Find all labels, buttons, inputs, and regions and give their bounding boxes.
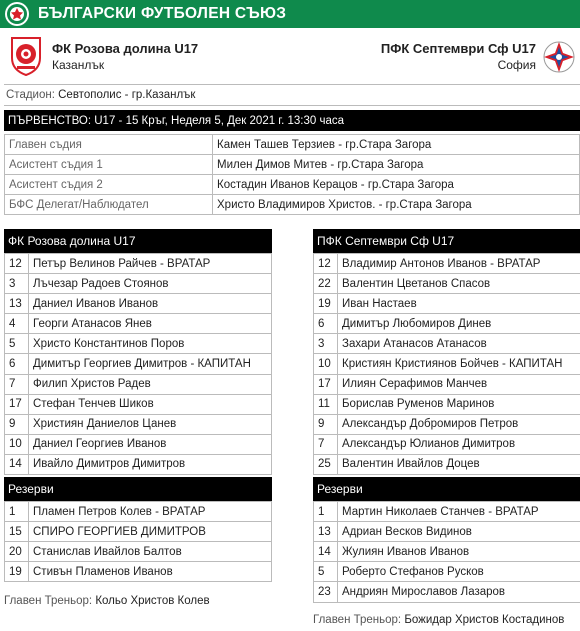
official-name: Милен Димов Митев - гр.Стара Загора (213, 155, 580, 175)
player-row (314, 582, 580, 602)
player-number: 15 (5, 522, 29, 542)
player-number: 10 (5, 434, 29, 454)
home-lineup-header (4, 229, 272, 253)
player-number: 5 (5, 334, 29, 354)
player-number: 9 (5, 414, 29, 434)
player-row (314, 334, 580, 354)
player-row (5, 294, 272, 314)
player-name[interactable]: Димитър Георгиев Димитров - КАПИТАН (29, 354, 272, 374)
away-lineup-header (313, 229, 580, 253)
player-number: 1 (314, 502, 338, 522)
away-lineup (313, 229, 580, 603)
player-name[interactable]: Даниел Иванов Иванов (29, 294, 272, 314)
player-number: 9 (314, 414, 338, 434)
away-team-name[interactable]: ПФК Септември Сф U17 (380, 41, 536, 56)
venue-label: Стадион: (6, 89, 55, 101)
player-number: 17 (5, 394, 29, 414)
player-number: 12 (314, 254, 338, 274)
player-row (5, 394, 272, 414)
player-row (314, 394, 580, 414)
bfs-shield-icon (4, 1, 30, 27)
competition-bar (4, 110, 580, 131)
official-role: Асистент съдия 2 (5, 175, 213, 195)
player-name[interactable]: Ивайло Димитров Димитров (29, 454, 272, 474)
player-number: 6 (314, 314, 338, 334)
septemvri-star-crest-icon[interactable] (542, 40, 576, 74)
player-name[interactable]: Георги Атанасов Янев (29, 314, 272, 334)
player-number: 10 (314, 354, 338, 374)
player-name[interactable]: Стивън Пламенов Иванов (29, 562, 272, 582)
home-reserves-header (4, 477, 272, 501)
player-row (5, 542, 272, 562)
player-row (5, 502, 272, 522)
player-row (5, 374, 272, 394)
player-name[interactable]: Адриан Весков Видинов (338, 522, 580, 542)
player-number: 5 (314, 562, 338, 582)
home-starters-table (4, 253, 272, 475)
player-row (5, 334, 272, 354)
player-name[interactable]: Жулиян Иванов Иванов (338, 542, 580, 562)
player-name[interactable]: Стефан Тенчев Шиков (29, 394, 272, 414)
player-name[interactable]: Христо Константинов Поров (29, 334, 272, 354)
player-number: 14 (5, 454, 29, 474)
player-name[interactable]: СПИРО ГЕОРГИЕВ ДИМИТРОВ (29, 522, 272, 542)
home-coach-name: Кольо Христов Колев (95, 595, 210, 607)
away-reserves-header (313, 477, 580, 501)
player-number: 20 (5, 542, 29, 562)
player-name[interactable]: Захари Атанасов Атанасов (338, 334, 580, 354)
player-name[interactable]: Кристиян Кристиянов Бойчев - КАПИТАН (338, 354, 580, 374)
player-row (5, 254, 272, 274)
official-name: Костадин Иванов Керацов - гр.Стара Загора (213, 175, 580, 195)
away-starters-table (313, 253, 580, 475)
player-number: 14 (314, 542, 338, 562)
player-row (314, 374, 580, 394)
home-coach-label: Главен Треньор: (4, 595, 93, 607)
table-row (5, 195, 580, 215)
banner-title: БЪЛГАРСКИ ФУТБОЛЕН СЪЮЗ (38, 5, 287, 22)
away-reserves-table (313, 501, 580, 602)
player-name[interactable]: Александър Юлианов Димитров (338, 434, 580, 454)
player-number: 1 (5, 502, 29, 522)
divider (4, 84, 580, 85)
official-role: БФС Делегат/Наблюдател (5, 195, 213, 215)
official-role: Главен съдия (5, 135, 213, 155)
player-name[interactable]: Пламен Петров Колев - ВРАТАР (29, 502, 272, 522)
player-row (314, 314, 580, 334)
federation-banner (0, 0, 580, 28)
player-row (314, 562, 580, 582)
player-name[interactable]: Борислав Руменов Маринов (338, 394, 580, 414)
player-number: 19 (314, 294, 338, 314)
away-team-city: София (497, 58, 536, 72)
divider (4, 105, 580, 106)
player-row (314, 542, 580, 562)
player-number: 3 (5, 274, 29, 294)
player-row (314, 354, 580, 374)
player-number: 4 (5, 314, 29, 334)
player-name[interactable]: Християн Даниелов Цанев (29, 414, 272, 434)
official-role: Асистент съдия 1 (5, 155, 213, 175)
player-row (314, 502, 580, 522)
home-team-city: Казанлък (52, 58, 105, 72)
player-name[interactable]: Станислав Ивайлов Балтов (29, 542, 272, 562)
player-name[interactable]: Лъчезар Радоев Стоянов (29, 274, 272, 294)
player-name[interactable]: Александър Добромиров Петров (338, 414, 580, 434)
away-coach-label: Главен Треньор: (313, 614, 402, 626)
player-row (314, 294, 580, 314)
player-number: 25 (314, 454, 338, 474)
player-number: 19 (5, 562, 29, 582)
player-name[interactable]: Владимир Антонов Иванов - ВРАТАР (338, 254, 580, 274)
player-row (5, 454, 272, 474)
player-row (5, 274, 272, 294)
player-number: 13 (5, 294, 29, 314)
table-row (5, 135, 580, 155)
home-reserves-table (4, 501, 272, 582)
player-row (314, 454, 580, 474)
player-number: 13 (314, 522, 338, 542)
player-number: 7 (5, 374, 29, 394)
match-teams (0, 36, 580, 80)
player-name[interactable]: Валентин Цветанов Спасов (338, 274, 580, 294)
player-name[interactable]: Илиян Серафимов Манчев (338, 374, 580, 394)
player-row (314, 274, 580, 294)
venue-value: Севтополис - гр.Казанлък (58, 89, 196, 101)
table-row (5, 155, 580, 175)
player-row (5, 314, 272, 334)
player-name[interactable]: Мартин Николаев Станчев - ВРАТАР (338, 502, 580, 522)
home-team-name[interactable]: ФК Розова долина U17 (52, 41, 199, 56)
away-reserves-label: Резерви (317, 482, 363, 497)
player-number: 17 (314, 374, 338, 394)
home-reserves-label: Резерви (8, 482, 54, 497)
player-name[interactable]: Андриян Мирославов Лазаров (338, 582, 580, 602)
official-name: Христо Владимиров Христов. - гр.Стара Загора (213, 195, 580, 215)
player-row (5, 562, 272, 582)
home-lineup (4, 229, 272, 582)
player-row (5, 434, 272, 454)
competition-title: ПЪРВЕНСТВО: U17 - 15 Кръг, Неделя 5, Дек 2021 г. 13:30 часа (8, 114, 344, 127)
venue-line (6, 89, 195, 101)
table-row (5, 175, 580, 195)
rozova-dolina-crest-icon[interactable] (10, 36, 42, 76)
player-number: 3 (314, 334, 338, 354)
player-number: 11 (314, 394, 338, 414)
player-row (314, 522, 580, 542)
player-row (5, 522, 272, 542)
player-number: 12 (5, 254, 29, 274)
player-number: 22 (314, 274, 338, 294)
player-row (5, 354, 272, 374)
official-name: Камен Ташев Терзиев - гр.Стара Загора (213, 135, 580, 155)
away-lineup-title: ПФК Септември Сф U17 (317, 234, 455, 248)
player-row (314, 434, 580, 454)
away-coach (313, 614, 564, 626)
player-row (5, 414, 272, 434)
officials-table (4, 134, 580, 215)
away-coach-name: Божидар Христов Костадинов (404, 614, 565, 626)
home-coach (4, 595, 210, 607)
player-number: 23 (314, 582, 338, 602)
player-number: 6 (5, 354, 29, 374)
player-name[interactable]: Роберто Стефанов Русков (338, 562, 580, 582)
player-name[interactable]: Иван Настаев (338, 294, 580, 314)
player-name[interactable]: Филип Христов Радев (29, 374, 272, 394)
player-name[interactable]: Петър Велинов Райчев - ВРАТАР (29, 254, 272, 274)
player-name[interactable]: Валентин Ивайлов Доцев (338, 454, 580, 474)
player-name[interactable]: Даниел Георгиев Иванов (29, 434, 272, 454)
player-row (314, 414, 580, 434)
player-row (314, 254, 580, 274)
player-number: 7 (314, 434, 338, 454)
player-name[interactable]: Димитър Любомиров Динев (338, 314, 580, 334)
home-lineup-title: ФК Розова долина U17 (8, 234, 136, 248)
